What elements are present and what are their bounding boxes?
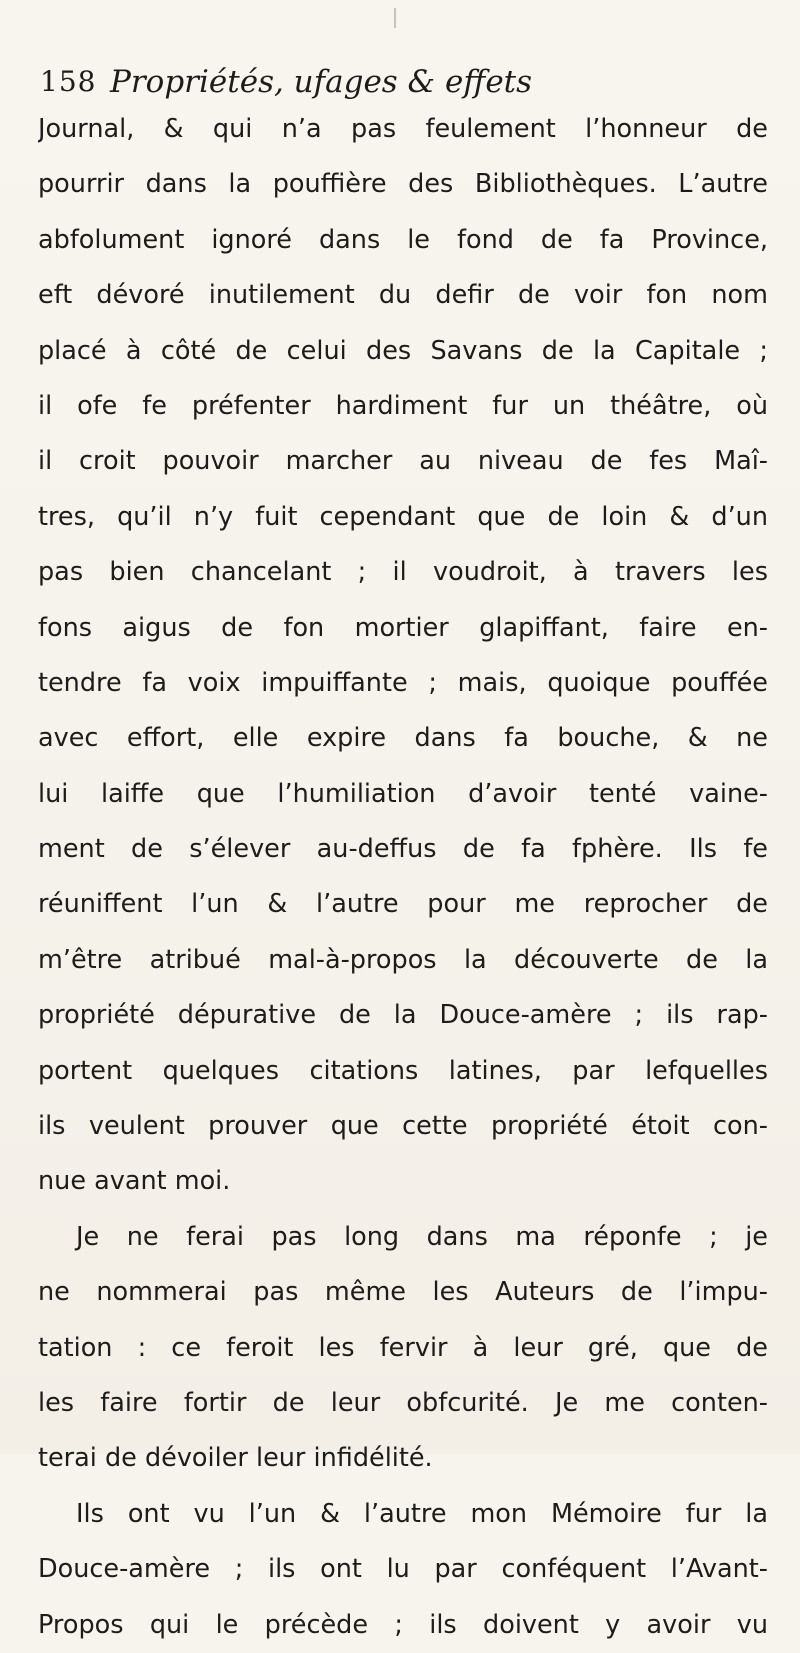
text-line: pas bien chancelant ; il voudroit, à travers les bbox=[38, 557, 768, 588]
text-line: ils veulent prouver que cette propriété étoit con- bbox=[38, 1111, 768, 1142]
text-line: Douce-amère ; ils ont lu par conféquent l’Avant- bbox=[38, 1554, 768, 1585]
text-line: portent quelques citations latines, par lefquelles bbox=[38, 1055, 768, 1086]
body-text bbox=[38, 102, 768, 1653]
text-line: propriété dépurative de la Douce-amère ; ils rap- bbox=[38, 1000, 768, 1031]
text-line: avec effort, elle expire dans fa bouche, & ne bbox=[38, 723, 768, 754]
text-line: il ofe fe préfenter hardiment fur un théâtre, où bbox=[38, 390, 768, 421]
text-line: fons aigus de fon mortier glapiffant, faire en- bbox=[38, 612, 768, 643]
text-line: tendre fa voix impuiffante ; mais, quoique pouffée bbox=[38, 667, 768, 698]
text-line: placé à côté de celui des Savans de la Capitale ; bbox=[38, 335, 768, 366]
ink-mark bbox=[394, 8, 396, 28]
text-line: lui laiffe que l’humiliation d’avoir tenté vaine- bbox=[38, 778, 768, 809]
text-line: m’être atribué mal-à-propos la découverte de la bbox=[38, 944, 768, 975]
text-line: Journal, & qui n’a pas feulement l’honneur de bbox=[38, 114, 768, 144]
text-line: ment de s’élever au-deffus de fa fphère. Ils fe bbox=[38, 834, 768, 865]
text-line: terai de dévoiler leur infidélité. bbox=[38, 1443, 433, 1474]
text-line: ne nommerai pas même les Auteurs de l’impu- bbox=[38, 1277, 768, 1308]
running-title: Propriétés, ufages & effets bbox=[110, 64, 533, 100]
text-line: les faire fortir de leur obfcurité. Je me conten- bbox=[38, 1387, 768, 1418]
text-line: Je ne ferai pas long dans ma réponfe ; je bbox=[76, 1221, 768, 1252]
text-line: nue avant moi. bbox=[38, 1166, 231, 1197]
text-line: pourrir dans la pouffière des Bibliothèques. L’autre bbox=[38, 169, 768, 200]
text-line: réuniffent l’un & l’autre pour me reprocher de bbox=[38, 889, 768, 920]
text-line: abfolument ignoré dans le fond de fa Province, bbox=[38, 224, 768, 255]
text-line: il croit pouvoir marcher au niveau de fes Maî- bbox=[38, 446, 768, 477]
text-line: Propos qui le précède ; ils doivent y avoir vu bbox=[38, 1609, 768, 1640]
text-line: tres, qu’il n’y fuit cependant que de loin & d’un bbox=[38, 501, 768, 532]
text-line: Ils ont vu l’un & l’autre mon Mémoire fur la bbox=[76, 1498, 768, 1529]
text-line: eft dévoré inutilement du defir de voir fon nom bbox=[38, 280, 768, 311]
page-header bbox=[40, 62, 760, 106]
text-line: tation : ce feroit les fervir à leur gré, que de bbox=[38, 1332, 768, 1363]
page-number: 158 bbox=[40, 65, 97, 98]
